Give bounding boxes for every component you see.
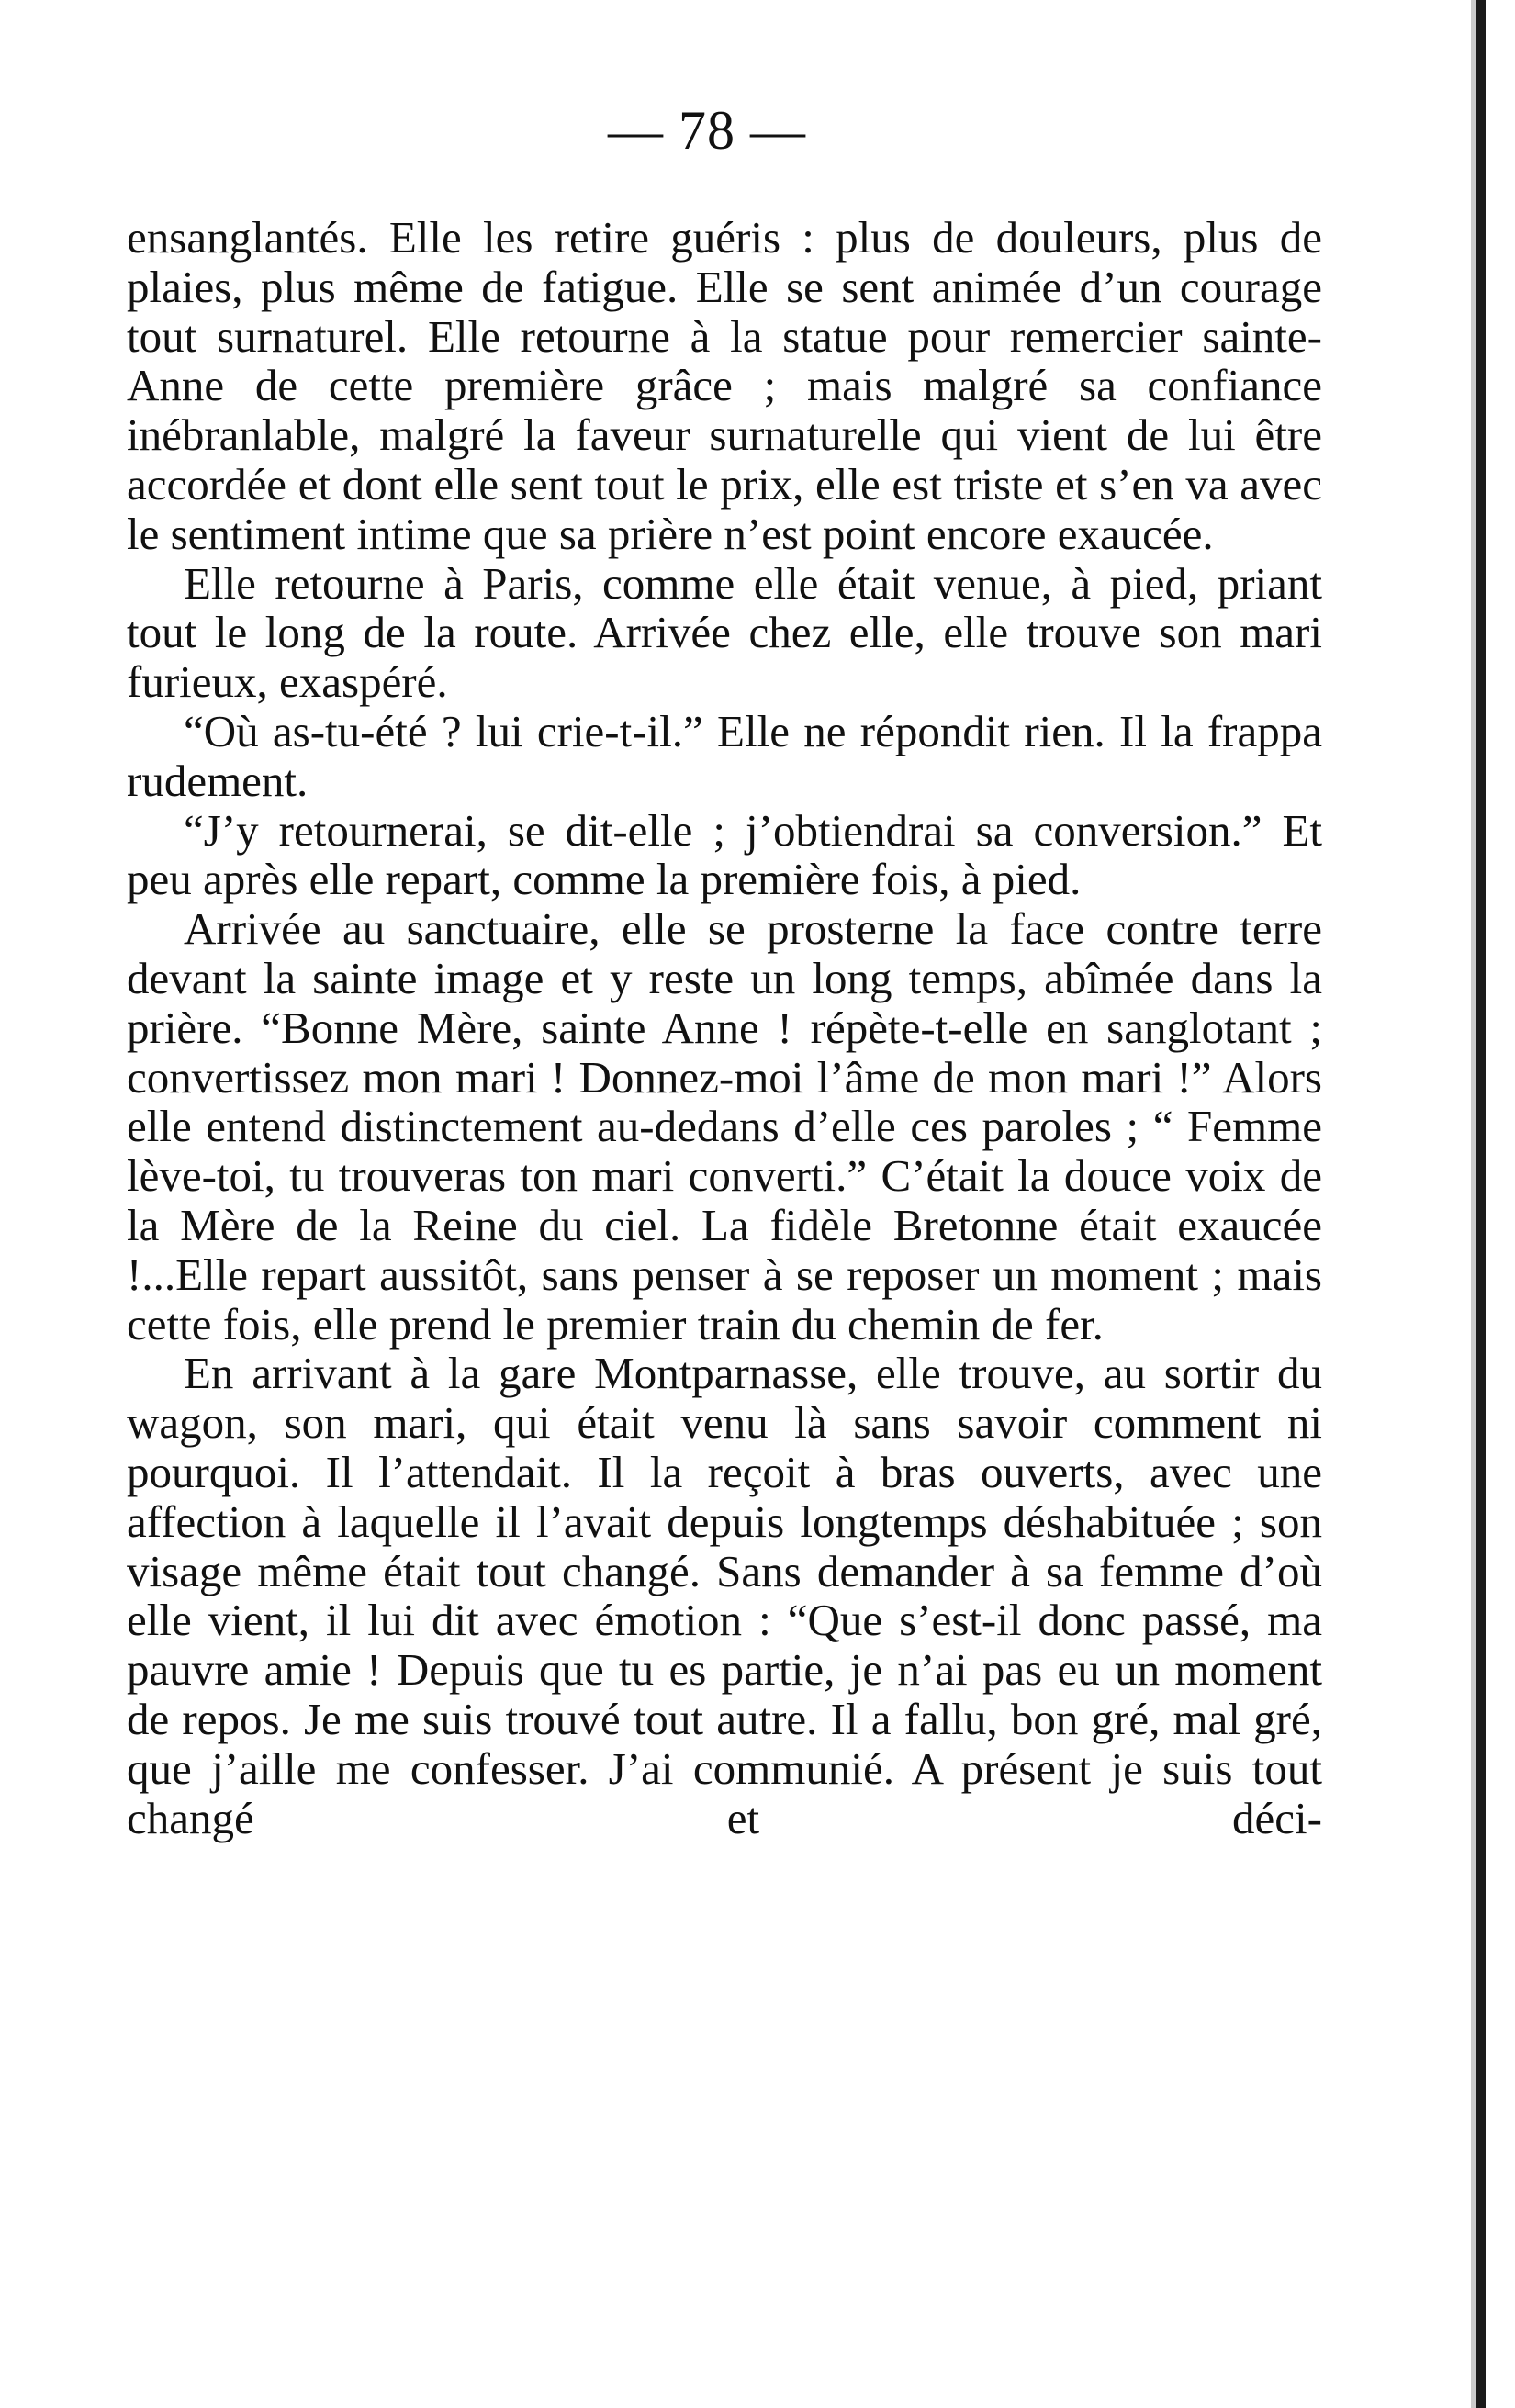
paragraph-4: “J’y retournerai, se dit-elle ; j’obtiendrai sa conversion.” Et peu après elle repart, comme la première fois, à pied. [127, 804, 1322, 905]
body-text [127, 213, 1322, 1842]
paragraph-3: “Où as-tu-été ? lui crie-t-il.” Elle ne répondit rien. Il la frappa rudement. [127, 705, 1322, 806]
page-binding-edge [1476, 0, 1486, 2408]
paragraph-6: En arrivant à la gare Montparnasse, elle trouve, au sortir du wagon, son mari, qui était venu là sans savoir comment ni pourquoi. Il l’attendait. Il la reçoit à bras ouverts, avec une affection à laquelle il l’avait depuis longtemps déshabituée ; son visage même était tout changé. Sans demander à sa femme d’où elle vient, il lui dit avec émotion : “Que s’est-il donc passé, ma pauvre amie ! Depuis que tu es partie, je n’ai pas eu un moment de repos. Je me suis trouvé tout autre. Il a fallu, bon gré, mal gré, que j’aille me confesser. J’ai communié. A présent je suis tout changé et déci- [127, 1348, 1322, 1843]
paragraph-2: Elle retourne à Paris, comme elle était venue, à pied, priant tout le long de la route. Arrivée chez elle, elle trouve son mari furieux, exaspéré. [127, 557, 1322, 708]
paragraph-5: Arrivée au sanctuaire, elle se prosterne la face contre terre devant la sainte image et y reste un long temps, abîmée dans la prière. “Bonne Mère, sainte Anne ! répète-t-elle en sanglotant ; convertissez mon mari ! Donnez-moi l’âme de mon mari !” Alors elle entend distinctement au-dedans d’elle ces paroles ; “ Femme lève-toi, tu trouveras ton mari converti.” C’était la douce voix de la Mère de la Reine du ciel. La fidèle Bretonne était exaucée !...Elle repart aussitôt, sans penser à se reposer un moment ; mais cette fois, elle prend le premier train du chemin de fer. [127, 903, 1322, 1350]
paragraph-1: ensanglantés. Elle les retire guéris : plus de douleurs, plus de plaies, plus même de fatigue. Elle se sent animée d’un courage tout surnaturel. Elle retourne à la statue pour remercier sainte-Anne de cette première grâce ; mais malgré sa confiance inébranlable, malgré la faveur surnaturelle qui vient de lui être accordée et dont elle sent tout le prix, elle est triste et s’en va avec le sentiment intime que sa prière n’est point encore exaucée. [127, 212, 1322, 559]
page-number: — 78 — [608, 100, 806, 161]
